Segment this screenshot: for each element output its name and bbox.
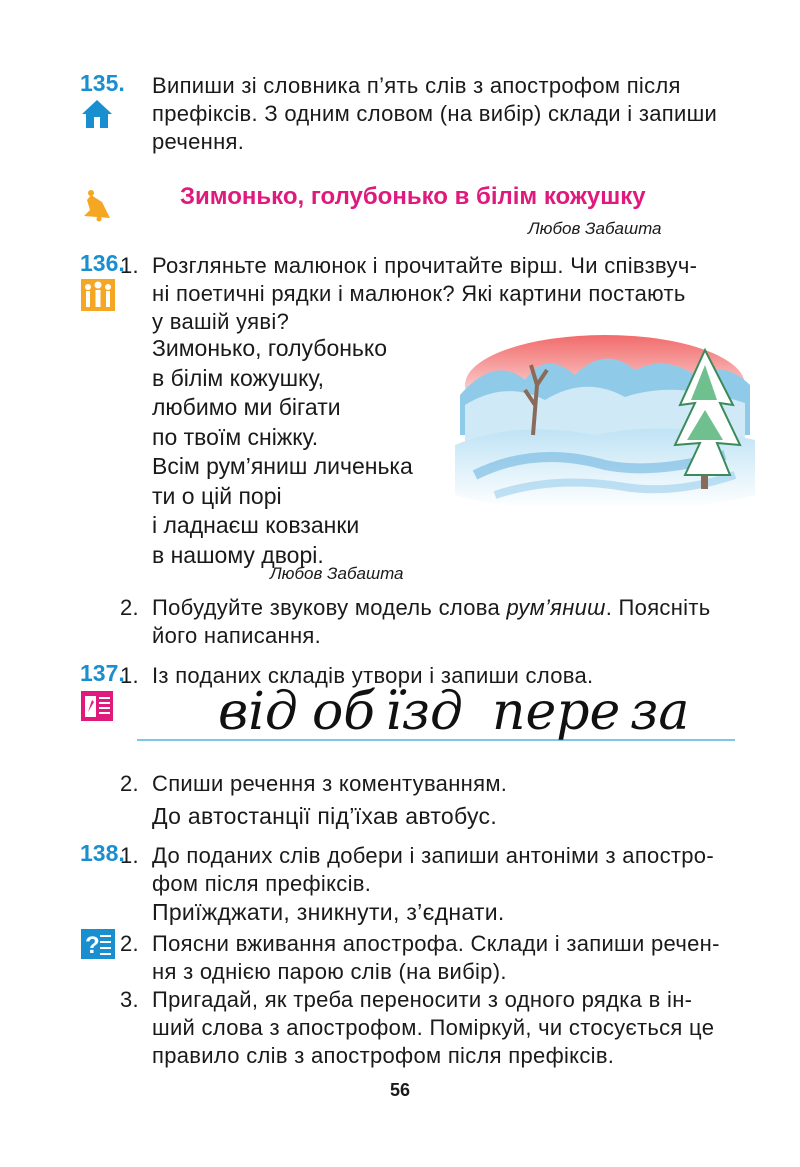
poem-line: по твоїм сніжку. [152,423,319,450]
syllable: від [218,682,298,742]
text-line: Пригадай, як треба переносити з одного рядка в ін- [152,987,693,1012]
section-title: Зимонько, голубонько в білім кожушку [180,183,646,210]
syllable: їзд [385,682,463,742]
poem-line: в білім кожушку, [152,364,324,391]
poem-line: Зимонько, голубонько [152,335,388,361]
exercise-137-task-1: Із поданих складів утвори і запиши слова. [152,663,594,688]
exercise-number-135: 135. [80,70,125,96]
exercise-135-text [152,72,740,156]
word-list: Приїжджати, зникнути, з’єднати. [152,899,505,925]
text-line: До поданих слів добери і запиши антоніми з апостро- [152,843,714,868]
page-number: 56 [389,1080,411,1100]
syllable: за [630,682,690,742]
exercise-136-task-2 [152,594,740,650]
poem-line: і ладнаєш ковзанки [152,512,360,538]
text-line: ні поетичні рядки і малюнок? Які картини постають [152,281,686,306]
writing-icon [80,690,114,722]
text-line: ший слова з апострофом. Поміркуй, чи стосується це [152,1015,715,1040]
task-label: 2. [120,771,139,796]
example-sentence: До автостанції під’їхав автобус. [152,803,498,829]
text-line: ня з однією парою слів (на вибір). [152,959,507,984]
exercise-number-137: 137. [80,660,125,686]
exercise-number-136: 136. [80,250,125,276]
task-label: 1. [120,843,139,868]
text-line: Поясни вживання апострофа. Склади і запиши речен- [152,931,720,956]
text-fragment: Побудуйте звукову модель слова [152,595,501,620]
syllable: об [312,682,376,742]
svg-text:?: ? [85,932,100,959]
text-line: Розгляньте малюнок і прочитайте вірш. Чи співзвуч- [152,253,698,278]
poem [152,334,452,570]
task-label: 2. [120,595,139,620]
task-label: 3. [120,987,139,1012]
poem-author: Любов Забашта [270,564,404,583]
poem-line: любимо ми бігати [152,394,341,420]
exercise-136-task-1 [152,252,740,336]
exercise-138-task-1 [152,842,740,898]
task-label: 1. [120,663,139,688]
exercise-137-task-2: Спиши речення з коментуванням. [152,771,508,796]
home-icon [80,98,114,130]
text-line: правило слів з апострофом після префіксів. [152,1043,615,1068]
poem-line: ти о цій порі [152,482,282,509]
text-line: фом після префіксів. [152,871,372,896]
exercise-138-task-2 [152,930,740,986]
section-author: Любов Забашта [528,219,662,238]
syllable: пере [492,682,621,742]
text-line [152,594,740,622]
task-label: 2. [120,931,139,956]
text-line: речення. [152,129,245,154]
poem-line: в нашому дворі. [152,541,324,568]
question-icon [80,928,116,960]
text-fragment: . Поясніть [605,595,711,620]
task-label: 1. [120,253,139,278]
target-word: рум’яниш [506,595,606,620]
winter-landscape-illustration [455,325,755,515]
text-line: його написання. [152,623,322,648]
text-line: префіксів. З одним словом (на вибір) склади і запиши [152,101,718,126]
exercise-number-138: 138. [80,840,125,866]
text-line: у вашій уяві? [152,309,290,334]
poem-line: Всім рум’яниш личенька [152,453,413,479]
text-line: Випиши зі словника п’ять слів з апострофом після [152,73,681,98]
exercise-138-task-3 [152,986,740,1070]
bell-icon [82,188,116,222]
group-icon [80,278,116,312]
